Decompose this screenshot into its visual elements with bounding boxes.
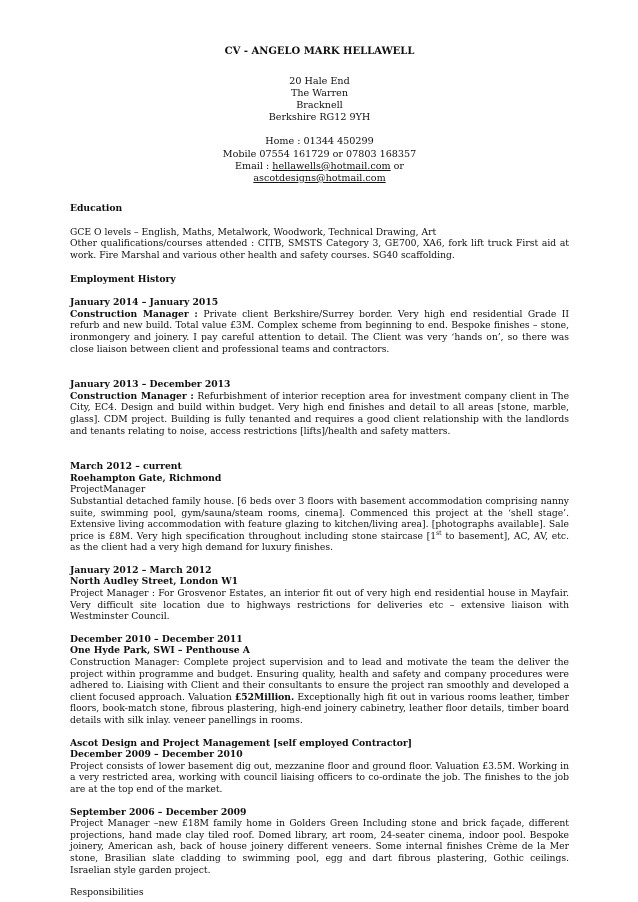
education-line: Other qualifications/courses attended : CITB, SMSTS Category 3, GE700, XA6, fork lift truck First aid at work. Fire Marshal and various other health and safety courses. SG40 scaffolding.	[70, 238, 569, 261]
job-text: Private client Berkshire/Surrey border. Very high end residential Grade II refurb and new build. Total value £3M. Complex scheme from beginning to end. Bespoke finishes – stone, ironmongery and joinery. I pay careful attention to detail. The Client was very ‘hands on’, so there was close liaison between client and professional teams and contractors.	[70, 308, 569, 355]
job-dates: September 2006 – December 2009	[70, 806, 247, 818]
home-phone: Home : 01344 450299	[265, 136, 374, 148]
address-block	[70, 76, 569, 125]
job-dates: January 2013 – December 2013	[70, 379, 231, 391]
address-line: 20 Hale End	[289, 75, 350, 87]
cv-content	[70, 0, 569, 899]
job-text: Refurbishment of interior reception area for investment company client in The City, EC4. Design and build within budget. Very high end finishes and detail to all areas [stone, marble, glass]. CDM project. Building is fully tenanted and requires a good client relationship with the landlords and tenants relating to noise, access restrictions [lifts]/health and safety matters.	[70, 390, 570, 437]
job-company: Ascot Design and Project Management [self employed Contractor]	[70, 737, 413, 749]
job-role: Construction Manager :	[70, 308, 204, 320]
job-description	[70, 496, 569, 554]
address-line: Berkshire RG12 9YH	[268, 112, 371, 124]
job-valuation: £52Million.	[234, 691, 295, 703]
mobile-phone: Mobile 07554 161729 or 07803 168357	[222, 148, 417, 160]
job-role: Construction Manager :	[70, 390, 198, 402]
employment-heading: Employment History	[70, 273, 176, 285]
job-entry	[70, 634, 569, 727]
job-text: Substantial detached family house. [6 beds over 3 floors with basement accommodation comprising nanny suite, swimming pool, gym/sauna/steam rooms, cinema]. Commenced this project at the ‘shell stage’. Extensive living accommodation with feature glazing to kitchen/living area]. [photographs available]. Sale price is £8M. Very high specification throughout including stone staircase [1	[70, 495, 569, 542]
job-dates: January 2012 – March 2012	[70, 564, 212, 576]
job-description	[70, 391, 569, 437]
email-link-2[interactable]: ascotdesigns@hotmail.com	[253, 173, 386, 185]
job-role: ProjectManager	[70, 484, 146, 496]
email-prefix: Email :	[234, 160, 273, 172]
job-entry	[70, 461, 569, 554]
job-dates: March 2012 – current	[70, 461, 182, 473]
job-description: Project consists of lower basement dig out, mezzanine floor and ground floor. Valuation £3.5M. Working in a very restricted area, working with council liaising officers to co-ordinate the job. The finishes to the job are at the top end of the market.	[70, 760, 569, 795]
email-suffix: or	[390, 160, 405, 172]
responsibilities-label: Responsibilities	[70, 887, 144, 899]
education-heading: Education	[70, 203, 123, 215]
job-location: North Audley Street, London W1	[70, 576, 239, 588]
job-description	[70, 309, 569, 355]
contact-block	[70, 136, 569, 185]
job-location: One Hyde Park, SWI – Penthouse A	[70, 645, 250, 657]
address-line: Bracknell	[296, 100, 343, 111]
job-entry	[70, 807, 569, 877]
address-line: The Warren	[290, 87, 349, 99]
job-text: Construction Manager: Complete project supervision and to lead and motivate the team the deliver the project within programme and budget. Ensuring quality, health and safety and company procedures were adhered to. Liaising with Client and their consultants to ensure the project ran smoothly and developed a client focused approach. Valuation	[70, 657, 569, 703]
job-entry	[70, 379, 569, 437]
cv-title: CV - ANGELO MARK HELLAWELL	[224, 46, 415, 57]
superscript: st	[436, 529, 442, 537]
email-link[interactable]: hellawells@hotmail.com	[272, 160, 391, 172]
job-dates: January 2014 – January 2015	[70, 297, 219, 309]
job-description: Project Manager –new £18M family home in Golders Green Including stone and brick façade, different projections, hand made clay tiled roof. Domed library, art room, 24-seater cinema, indoor pool. Bespoke joinery, American ash, back of house joinery different veneers. Some internal finishes Crème de la Mer stone, Brasilian slate cladding to swimming pool, egg and dart fibrous plastering, Gothic ceilings. Israelian style garden project.	[70, 818, 569, 876]
job-description	[70, 657, 569, 727]
job-text: Exceptionally high fit out in various rooms leather, timber floors, book-match stone, fibrous plastering, high-end joinery cabinetry, leather floor details, timber board details with silk inlay. veneer panellings in rooms.	[70, 691, 569, 726]
job-entry	[70, 738, 569, 796]
job-dates: December 2010 – December 2011	[70, 633, 243, 645]
job-text: to basement], AC, AV, etc. as the client had a very high demand for luxury finishes.	[70, 530, 569, 554]
job-entry	[70, 297, 569, 355]
job-entry	[70, 565, 569, 623]
job-location: Roehampton Gate, Richmond	[70, 472, 222, 484]
job-dates: December 2009 – December 2010	[70, 749, 243, 761]
job-description: Project Manager : For Grosvenor Estates, an interior fit out of very high end residential house in Mayfair. Very difficult site location due to highways restrictions for deliveries etc – extensive liaison with Westminster Council.	[70, 588, 569, 623]
education-line: GCE O levels – English, Maths, Metalwork, Woodwork, Technical Drawing, Art	[70, 226, 437, 238]
email-line	[70, 161, 569, 173]
